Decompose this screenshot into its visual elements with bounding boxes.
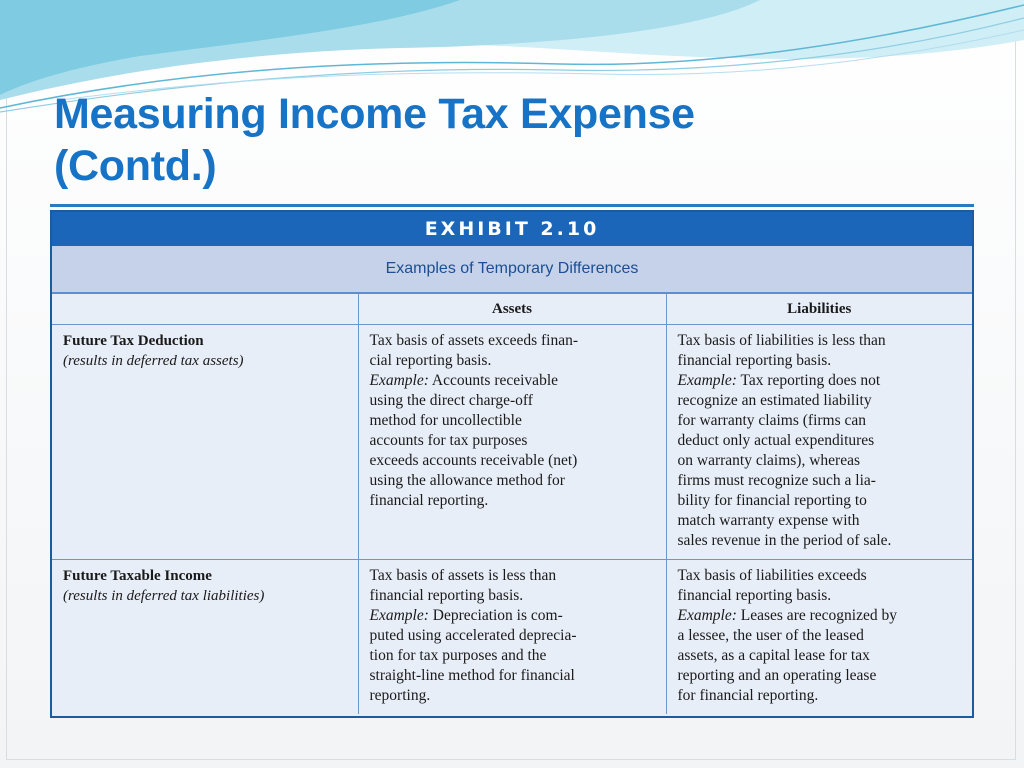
- exhibit-table-figure: [50, 210, 974, 718]
- table-header-row: [52, 294, 972, 325]
- assets-cell: [358, 560, 666, 715]
- slide-title-line-1: Measuring Income Tax Expense: [54, 90, 695, 138]
- liabilities-cell: [666, 560, 972, 715]
- example-label: Example:: [677, 372, 737, 389]
- exhibit-subheading: Examples of Temporary Differences: [52, 246, 972, 294]
- example-label: Example:: [677, 607, 737, 624]
- liabilities-example-text: Tax reporting does not recognize an estimated liability for warranty claims (firms can deduct only actual expenditures on warranty claims), whereas firms must recognize such a lia- bility for financial reporting to match warranty expense with sales revenue in the period of sale.: [677, 372, 892, 549]
- row-sublabel: (results in deferred tax liabilities): [63, 588, 265, 604]
- column-header-assets: Assets: [358, 294, 666, 325]
- row-label-cell: [52, 325, 358, 560]
- table-row: [52, 560, 972, 715]
- row-label: Future Tax Deduction: [63, 333, 204, 349]
- assets-cell: [358, 325, 666, 560]
- assets-basis-text: Tax basis of assets is less than financial reporting basis.: [369, 567, 557, 604]
- slide-title-line-2: (Contd.): [54, 142, 217, 190]
- table-row: [52, 325, 972, 560]
- assets-basis-text: Tax basis of assets exceeds finan- cial reporting basis.: [369, 332, 579, 369]
- liabilities-basis-text: Tax basis of liabilities is less than financial reporting basis.: [677, 332, 886, 369]
- slide-title: [54, 88, 695, 192]
- temporary-differences-table: [52, 294, 972, 714]
- assets-example-text: Depreciation is com- puted using accelerated deprecia- tion for tax purposes and the straight-line method for financial reporting.: [369, 607, 577, 704]
- liabilities-basis-text: Tax basis of liabilities exceeds financial reporting basis.: [677, 567, 867, 604]
- column-header-empty: [52, 294, 358, 325]
- row-label-cell: [52, 560, 358, 715]
- example-label: Example:: [369, 607, 429, 624]
- column-header-liabilities: Liabilities: [666, 294, 972, 325]
- example-label: Example:: [369, 372, 429, 389]
- assets-example-text: Accounts receivable using the direct charge-off method for uncollectible accounts for tax purposes exceeds accounts receivable (net) using the allowance method for financial reporting.: [369, 372, 578, 509]
- liabilities-cell: [666, 325, 972, 560]
- row-sublabel: (results in deferred tax assets): [63, 353, 244, 369]
- liabilities-example-text: Leases are recognized by a lessee, the user of the leased assets, as a capital lease for tax reporting and an operating lease for financial reporting.: [677, 607, 897, 704]
- row-label: Future Taxable Income: [63, 568, 212, 584]
- title-underline: [50, 204, 974, 207]
- exhibit-heading: EXHIBIT 2.10: [52, 212, 972, 246]
